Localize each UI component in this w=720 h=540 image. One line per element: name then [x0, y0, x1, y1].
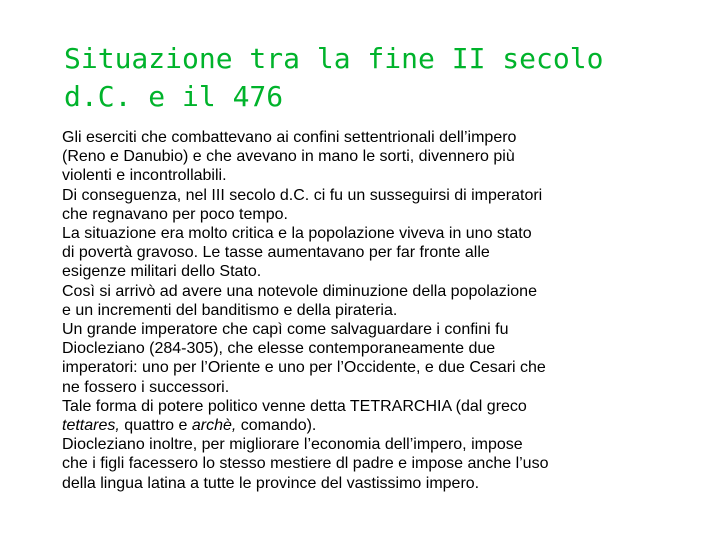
- text-line: violenti e incontrollabili.: [62, 167, 227, 185]
- slide-title: [64, 40, 603, 116]
- text-line: che i figli facessero lo stesso mestiere dl padre e impose anche l’uso: [62, 455, 549, 473]
- paragraph-economy: [62, 435, 692, 493]
- text-line: Un grande imperatore che capì come salvaguardare i confini fu: [62, 321, 509, 339]
- greek-term-tettares: tettares,: [62, 417, 120, 435]
- text-line: Diocleziano (284-305), che elesse contemporaneamente due: [62, 340, 496, 358]
- text-line: ne fossero i successori.: [62, 378, 230, 396]
- text-line: della lingua latina a tutte le province del vastissimo impero.: [62, 474, 480, 492]
- paragraph-tetrarchy: [62, 397, 692, 435]
- paragraph-diocletian: [62, 320, 692, 397]
- text-line: Così si arrivò ad avere una notevole diminuzione della popolazione: [62, 282, 537, 300]
- greek-term-arche: archè,: [191, 417, 237, 435]
- text-fragment: quattro e: [119, 417, 192, 435]
- text-line: esigenze militari dello Stato.: [62, 263, 262, 281]
- paragraph-armies: [62, 128, 692, 186]
- slide-body: [62, 128, 692, 493]
- text-line: Diocleziano inoltre, per migliorare l’economia dell’impero, impose: [62, 436, 523, 454]
- text-line: (Reno e Danubio) e che avevano in mano le sorti, divennero più: [62, 148, 515, 166]
- text-line: di povertà gravoso. Le tasse aumentavano per far fronte alle: [62, 244, 490, 262]
- text-line: [62, 416, 692, 435]
- text-fragment: comando).: [236, 417, 317, 435]
- text-line: che regnavano per poco tempo.: [62, 205, 288, 223]
- paragraph-crisis: [62, 224, 692, 282]
- text-line: imperatori: uno per l’Oriente e uno per l’Occidente, e due Cesari che: [62, 359, 546, 377]
- title-line-1: Situazione tra la fine II secolo: [64, 42, 604, 75]
- paragraph-population: [62, 282, 692, 320]
- text-line: e un incrementi del banditismo e della pirateria.: [62, 301, 398, 319]
- paragraph-emperors: [62, 186, 692, 224]
- title-line-2: d.C. e il 476: [64, 80, 284, 113]
- text-line: Di conseguenza, nel III secolo d.C. ci fu un susseguirsi di imperatori: [62, 186, 543, 204]
- text-line: Gli eserciti che combattevano ai confini settentrionali dell’impero: [62, 129, 517, 146]
- text-line: Tale forma di potere politico venne detta TETRARCHIA (dal greco: [62, 397, 527, 415]
- text-line: La situazione era molto critica e la popolazione viveva in uno stato: [62, 225, 532, 243]
